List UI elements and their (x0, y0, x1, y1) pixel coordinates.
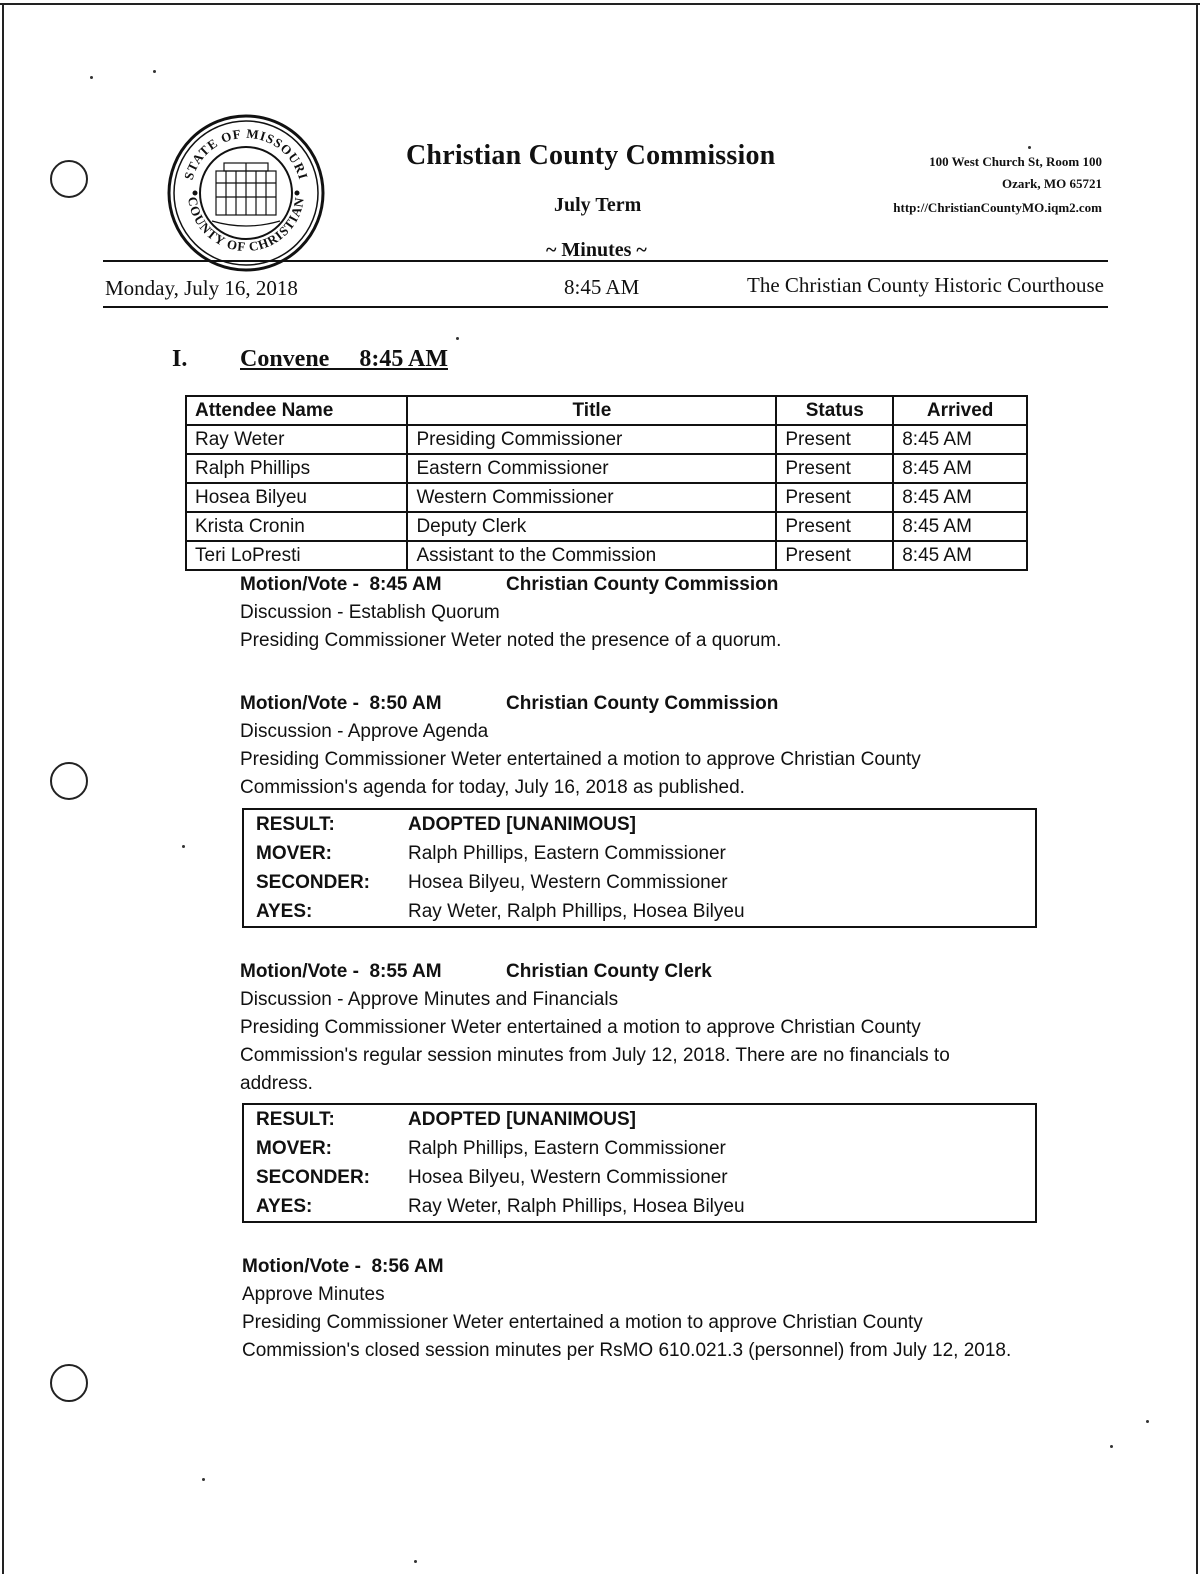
table-row (243, 839, 1036, 868)
attendee-arrived: 8:45 AM (893, 483, 1027, 512)
county-seal-logo (166, 113, 326, 273)
motion-discussion: Discussion - Approve Minutes and Financials (240, 989, 619, 1010)
attendee-arrived: 8:45 AM (893, 512, 1027, 541)
attendee-title: Eastern Commissioner (407, 454, 776, 483)
ayes-value: Ray Weter, Ralph Phillips, Hosea Bilyeu (408, 1195, 745, 1217)
scan-speck (414, 1560, 417, 1563)
scan-speck (202, 1478, 205, 1481)
table-row (186, 541, 1027, 570)
seconder-value: Hosea Bilyeu, Western Commissioner (408, 871, 728, 893)
seconder-label: SECONDER: (256, 1166, 371, 1188)
table-row (186, 454, 1027, 483)
scan-speck (153, 70, 156, 73)
vote-result-table (242, 1103, 1037, 1223)
org-title: Christian County Commission (406, 140, 776, 171)
motion-discussion: Approve Minutes (242, 1284, 385, 1305)
motion-body: Christian County Commission (506, 693, 779, 714)
motion-text: Presiding Commissioner Weter entertained a motion to approve Christian County Commission's closed session minutes per RsMO 610.021.3 (personnel) from July 12, 2018. (242, 1312, 1012, 1361)
motion-discussion: Discussion - Establish Quorum (240, 602, 500, 623)
attendance-table (185, 395, 1028, 571)
attendee-arrived: 8:45 AM (893, 541, 1027, 570)
attendee-arrived: 8:45 AM (893, 425, 1027, 454)
motion-block (242, 1253, 1042, 1365)
header-rule (103, 260, 1108, 262)
result-value: ADOPTED [UNANIMOUS] (408, 1108, 636, 1130)
meeting-time: 8:45 AM (564, 275, 640, 299)
motion-body: Christian County Clerk (506, 961, 712, 982)
vote-result-table (242, 808, 1037, 928)
motion-block (240, 690, 1040, 802)
mover-label: MOVER: (256, 842, 332, 864)
motion-heading: Motion/Vote - 8:56 AM (242, 1256, 444, 1277)
binder-hole (50, 1364, 88, 1402)
attendee-title: Deputy Clerk (407, 512, 776, 541)
address-line1: 100 West Church St, Room 100 (929, 154, 1102, 169)
attendee-status: Present (776, 512, 893, 541)
result-label: RESULT: (256, 813, 335, 835)
attendee-status: Present (776, 425, 893, 454)
page-border (2, 3, 4, 1574)
ayes-label: AYES: (256, 900, 313, 922)
attendee-name: Ralph Phillips (186, 454, 407, 483)
table-row (186, 483, 1027, 512)
motion-body: Christian County Commission (506, 574, 779, 595)
website-link[interactable]: http://ChristianCountyMO.iqm2.com (893, 200, 1102, 215)
result-label: RESULT: (256, 1108, 335, 1130)
attendee-name: Teri LoPresti (186, 541, 407, 570)
mover-value: Ralph Phillips, Eastern Commissioner (408, 1137, 726, 1159)
attendee-title: Presiding Commissioner (407, 425, 776, 454)
binder-hole (50, 762, 88, 800)
motion-block (240, 571, 1040, 655)
attendee-arrived: 8:45 AM (893, 454, 1027, 483)
meeting-date: Monday, July 16, 2018 (105, 276, 298, 300)
attendee-title: Western Commissioner (407, 483, 776, 512)
ayes-label: AYES: (256, 1195, 313, 1217)
motion-text: Presiding Commissioner Weter entertained a motion to approve Christian County Commission's regular session minutes from July 12, 2018. There are no financials to address. (240, 1017, 950, 1094)
table-row (243, 1104, 1036, 1134)
column-header: Attendee Name (186, 396, 407, 425)
column-header: Arrived (893, 396, 1027, 425)
motion-block (240, 958, 1040, 1098)
table-header-row (186, 396, 1027, 425)
mover-value: Ralph Phillips, Eastern Commissioner (408, 842, 726, 864)
motion-heading: Motion/Vote - 8:45 AM (240, 574, 442, 595)
page-border (0, 3, 1200, 5)
binder-hole (50, 160, 88, 198)
seal-top-text: STATE OF MISSOURI (180, 125, 312, 182)
ayes-value: Ray Weter, Ralph Phillips, Hosea Bilyeu (408, 900, 745, 922)
table-row (243, 1163, 1036, 1192)
table-row (243, 868, 1036, 897)
section-number: I. (172, 346, 188, 372)
table-row (243, 1134, 1036, 1163)
section-title: Convene 8:45 AM (240, 346, 448, 372)
motion-text: Presiding Commissioner Weter noted the presence of a quorum. (240, 630, 782, 651)
column-header: Title (407, 396, 776, 425)
table-row (186, 512, 1027, 541)
meeting-location: The Christian County Historic Courthouse (747, 273, 1104, 297)
attendee-name: Hosea Bilyeu (186, 483, 407, 512)
scan-speck (456, 337, 459, 340)
page-border (1196, 3, 1198, 1574)
table-row (243, 1192, 1036, 1222)
attendee-title: Assistant to the Commission (407, 541, 776, 570)
table-row (186, 425, 1027, 454)
scan-speck (182, 845, 185, 848)
document-type: ~ Minutes ~ (546, 239, 647, 261)
seal-bottom-text: COUNTY OF CHRISTIAN (184, 195, 308, 255)
seconder-value: Hosea Bilyeu, Western Commissioner (408, 1166, 728, 1188)
header-rule (103, 306, 1108, 308)
scan-speck (1146, 1420, 1149, 1423)
attendee-status: Present (776, 541, 893, 570)
motion-heading: Motion/Vote - 8:50 AM (240, 693, 442, 714)
address-line2: Ozark, MO 65721 (1001, 176, 1102, 191)
term-label: July Term (554, 194, 642, 216)
attendee-status: Present (776, 454, 893, 483)
result-value: ADOPTED [UNANIMOUS] (408, 813, 636, 835)
scan-speck (1110, 1445, 1113, 1448)
scan-speck (1028, 146, 1031, 149)
scan-speck (90, 76, 93, 79)
column-header: Status (776, 396, 893, 425)
attendee-status: Present (776, 483, 893, 512)
motion-heading: Motion/Vote - 8:55 AM (240, 961, 442, 982)
mover-label: MOVER: (256, 1137, 332, 1159)
attendee-name: Krista Cronin (186, 512, 407, 541)
table-row (243, 809, 1036, 839)
table-row (243, 897, 1036, 927)
seconder-label: SECONDER: (256, 871, 371, 893)
attendee-name: Ray Weter (186, 425, 407, 454)
motion-discussion: Discussion - Approve Agenda (240, 721, 489, 742)
motion-text: Presiding Commissioner Weter entertained a motion to approve Christian County Commission's agenda for today, July 16, 2018 as published. (240, 749, 921, 798)
